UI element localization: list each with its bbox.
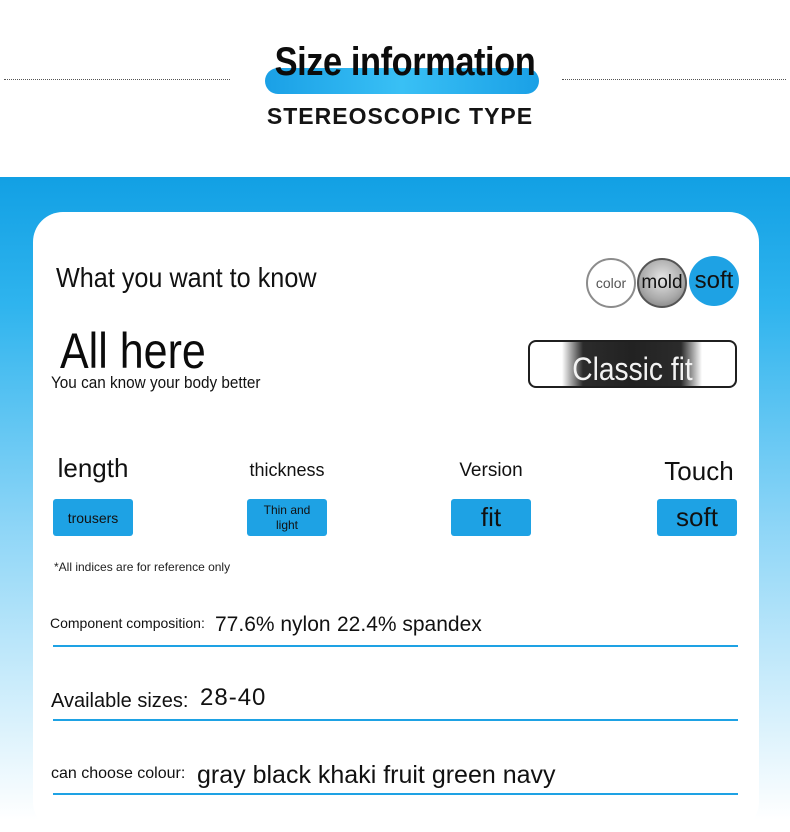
color-badge-label: color bbox=[595, 275, 627, 291]
colour-value: gray black khaki fruit green navy bbox=[197, 761, 556, 789]
attr-length-value bbox=[53, 499, 133, 536]
composition-underline bbox=[53, 645, 738, 647]
attr-thickness-label: thickness bbox=[249, 460, 325, 480]
all-here-heading: All here bbox=[60, 323, 206, 379]
sizes-label: Available sizes: bbox=[51, 690, 189, 712]
attr-version-value-text: fit bbox=[480, 502, 502, 532]
page-subtitle: STEREOSCOPIC TYPE bbox=[266, 103, 534, 129]
mold-badge-label: mold bbox=[641, 272, 683, 293]
reference-note-text: All indices are for reference only bbox=[58, 560, 231, 574]
soft-badge bbox=[689, 256, 739, 306]
reference-note bbox=[54, 560, 230, 574]
sizes-underline bbox=[53, 719, 738, 721]
colour-underline bbox=[53, 793, 738, 795]
color-badge bbox=[586, 258, 636, 308]
attr-version-label: Version bbox=[459, 460, 523, 481]
colour-label: can choose colour: bbox=[51, 765, 186, 782]
composition-spandex: 22.4% spandex bbox=[337, 613, 482, 636]
composition-label: Component composition: bbox=[50, 615, 205, 631]
mold-badge bbox=[637, 258, 687, 308]
sizes-value: 28-40 bbox=[200, 684, 267, 711]
attr-length-value-text: trousers bbox=[67, 509, 119, 526]
know-body-text: You can know your body better bbox=[51, 373, 261, 392]
attr-version-value bbox=[451, 499, 531, 536]
asterisk-icon: * bbox=[54, 560, 59, 574]
page-title: Size information bbox=[274, 40, 536, 84]
attr-touch-label: Touch bbox=[664, 456, 734, 486]
soft-badge-label: soft bbox=[694, 267, 734, 294]
attr-length-label: length bbox=[57, 453, 129, 483]
want-to-know-heading: What you want to know bbox=[56, 262, 317, 293]
attr-touch-value bbox=[657, 499, 737, 536]
attr-thickness-value bbox=[247, 499, 327, 536]
attr-thickness-value-text: Thin and light bbox=[263, 502, 311, 532]
attr-touch-value-text: soft bbox=[676, 502, 718, 532]
classic-fit-badge bbox=[528, 340, 737, 388]
header-divider-left bbox=[4, 79, 230, 80]
header-divider-right bbox=[562, 79, 786, 80]
composition-nylon: 77.6% nylon bbox=[215, 613, 331, 636]
classic-fit-label: Classic fit bbox=[572, 351, 693, 387]
